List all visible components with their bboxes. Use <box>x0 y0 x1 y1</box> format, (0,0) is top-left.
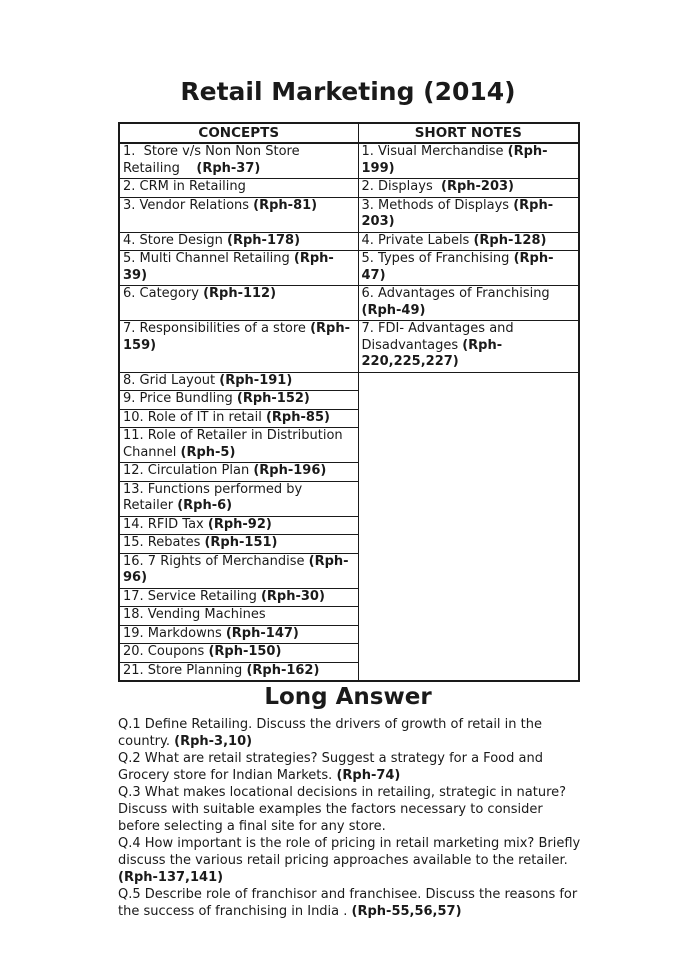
cell-ref: (Rph-159) <box>123 321 350 353</box>
concept-cell <box>119 463 358 482</box>
cell-text: 21. Store Planning <box>123 662 247 678</box>
cell-text: 4. Store Design <box>123 232 228 248</box>
table-header-row <box>119 123 579 143</box>
note-cell <box>358 251 579 286</box>
note-cell <box>358 179 579 198</box>
question-ref: (Rph-74) <box>336 767 401 783</box>
question-text: Q.1 Define Retailing. Discuss the drivers of growth of retail in the country. <box>118 716 542 749</box>
cell-text: 2. Displays <box>361 179 441 195</box>
empty-notes-cell <box>358 372 579 681</box>
concept-cell <box>119 321 358 373</box>
cell-text: 6. Advantages of Franchising <box>361 286 554 302</box>
cell-text: 14. RFID Tax <box>123 516 208 532</box>
concept-cell <box>119 409 358 428</box>
question-item <box>118 716 588 750</box>
concept-cell <box>119 607 358 626</box>
question-item <box>118 750 588 784</box>
question-text: Q.3 What makes locational decisions in retailing, strategic in nature? Discuss with suitable examples the factors necessary to consider before selecting a final site for any store. <box>118 784 567 834</box>
concept-cell <box>119 588 358 607</box>
page-content <box>118 76 588 920</box>
cell-ref: (Rph-30) <box>260 588 325 604</box>
cell-text: 15. Rebates <box>123 535 205 551</box>
question-item <box>118 784 588 835</box>
cell-text: 8. Grid Layout <box>123 372 220 388</box>
cell-text: 1. Visual Merchandise <box>361 144 508 160</box>
cell-ref: (Rph-112) <box>203 286 277 302</box>
cell-ref: (Rph-49) <box>361 302 426 318</box>
cell-text: 3. Methods of Displays <box>361 197 514 213</box>
concept-cell <box>119 391 358 410</box>
table-row <box>119 251 579 286</box>
note-cell <box>358 232 579 251</box>
page-title: Retail Marketing (2014) <box>180 77 516 106</box>
column-header-concepts: CONCEPTS <box>119 123 358 143</box>
cell-text: 9. Price Bundling <box>123 391 237 407</box>
question-item <box>118 835 588 886</box>
concept-cell <box>119 516 358 535</box>
cell-ref: (Rph-196) <box>253 463 327 479</box>
cell-text: 5. Types of Franchising <box>361 251 514 267</box>
cell-text: 1. Store v/s Non Non Store Retailing <box>123 144 304 176</box>
long-answer-heading: Long Answer <box>264 684 432 711</box>
cell-text: 5. Multi Channel Retailing <box>123 251 294 267</box>
concept-cell <box>119 644 358 663</box>
cell-ref: (Rph-47) <box>361 251 554 283</box>
cell-ref: (Rph-152) <box>236 391 310 407</box>
cell-text: 7. FDI- Advantages and Disadvantages <box>361 321 518 353</box>
question-text: Q.4 How important is the role of pricing in retail marketing mix? Briefly discuss the various retail pricing approaches available to the retailer. <box>118 835 581 868</box>
cell-text: 17. Service Retailing <box>123 588 261 604</box>
concept-cell <box>119 535 358 554</box>
cell-text: 2. CRM in Retailing <box>123 179 246 195</box>
cell-ref: (Rph-96) <box>123 553 349 586</box>
concept-cell <box>119 481 358 516</box>
question-text: Q.5 Describe role of franchisor and franchisee. Discuss the reasons for the success of franchising in India . <box>118 886 578 919</box>
concept-cell <box>119 197 358 232</box>
concept-cell <box>119 143 358 179</box>
cell-ref: (Rph-151) <box>204 535 278 551</box>
note-cell <box>358 286 579 321</box>
table-row <box>119 179 579 198</box>
concept-cell <box>119 428 358 463</box>
concept-cell <box>119 625 358 644</box>
cell-text: 12. Circulation Plan <box>123 463 254 479</box>
cell-text: 19. Markdowns <box>123 625 226 641</box>
cell-text: 7. Responsibilities of a store <box>123 321 311 337</box>
cell-text: 13. Functions performed by Retailer <box>123 481 307 514</box>
table-row <box>119 321 579 373</box>
cell-ref: (Rph-5) <box>180 444 236 460</box>
concepts-short-notes-table <box>118 122 580 682</box>
note-cell <box>358 143 579 179</box>
question-ref: (Rph-55,56,57) <box>351 903 462 919</box>
cell-ref: (Rph-37) <box>196 160 261 176</box>
cell-ref: (Rph-178) <box>227 232 301 248</box>
concept-cell <box>119 662 358 681</box>
cell-text: 16. 7 Rights of Merchandise <box>123 553 309 569</box>
cell-text: 11. Role of Retailer in Distribution Channel <box>123 428 347 460</box>
cell-text: 18. Vending Machines <box>123 607 266 623</box>
cell-ref: (Rph-81) <box>253 197 318 213</box>
cell-ref: (Rph-162) <box>246 662 320 678</box>
concept-cell <box>119 286 358 321</box>
concept-cell <box>119 232 358 251</box>
question-text: Q.2 What are retail strategies? Suggest a strategy for a Food and Grocery store for Indian Markets. <box>118 750 543 783</box>
table-row <box>119 143 579 179</box>
cell-ref: (Rph-128) <box>473 232 547 248</box>
cell-text: 20. Coupons <box>123 644 209 660</box>
table-row <box>119 372 579 391</box>
long-answer-questions <box>118 716 588 920</box>
cell-ref: (Rph-203) <box>441 179 514 195</box>
column-header-short-notes: SHORT NOTES <box>358 123 579 143</box>
note-cell <box>358 197 579 232</box>
table-row <box>119 286 579 321</box>
cell-ref: (Rph-191) <box>219 372 293 388</box>
question-ref: (Rph-3,10) <box>174 733 253 749</box>
table-row <box>119 197 579 232</box>
concept-cell <box>119 372 358 391</box>
cell-text: 6. Category <box>123 286 204 302</box>
cell-text: 10. Role of IT in retail <box>123 409 266 425</box>
question-ref: (Rph-137,141) <box>118 869 224 885</box>
concept-cell <box>119 179 358 198</box>
cell-ref: (Rph-203) <box>361 197 554 230</box>
question-item <box>118 886 588 920</box>
cell-ref: (Rph-147) <box>225 625 299 641</box>
cell-ref: (Rph-85) <box>265 409 330 425</box>
concept-cell <box>119 553 358 588</box>
cell-ref: (Rph-220,225,227) <box>361 337 503 370</box>
cell-ref: (Rph-199) <box>361 144 548 176</box>
note-cell <box>358 321 579 373</box>
cell-ref: (Rph-150) <box>208 644 282 660</box>
table-row <box>119 232 579 251</box>
cell-ref: (Rph-39) <box>123 251 334 283</box>
cell-text: 3. Vendor Relations <box>123 197 254 213</box>
cell-text: 4. Private Labels <box>361 232 474 248</box>
cell-ref: (Rph-92) <box>207 516 272 532</box>
concept-cell <box>119 251 358 286</box>
cell-ref: (Rph-6) <box>177 498 233 514</box>
